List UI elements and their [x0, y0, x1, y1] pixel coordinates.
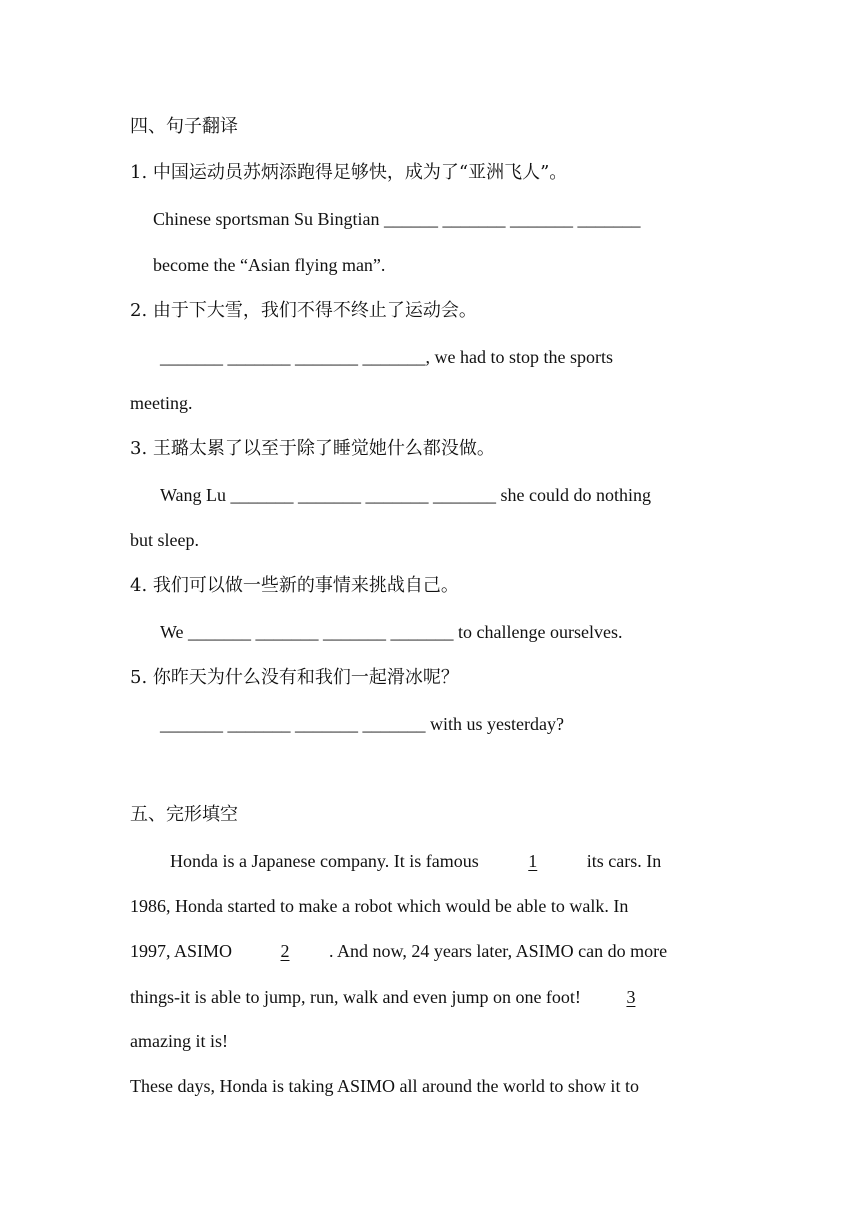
cloze-line6: These days, Honda is taking ASIMO all around the world to show it to	[130, 1076, 639, 1096]
q1-english-line1: Chinese sportsman Su Bingtian ______ _______ _______ _______	[153, 209, 641, 229]
cloze-line5: amazing it is!	[130, 1031, 228, 1051]
cloze-line3	[130, 939, 667, 963]
cloze-line1	[170, 849, 661, 873]
q2-english-line2: meeting.	[130, 393, 193, 413]
q2-english-line1: _______ _______ _______ _______, we had to stop the sports	[160, 347, 613, 367]
cloze-text: its cars. In	[586, 851, 662, 871]
q4-english-line1: We _______ _______ _______ _______ to challenge ourselves.	[160, 622, 623, 642]
q3-english-line1: Wang Lu _______ _______ _______ _______ she could do nothing	[160, 485, 652, 505]
cloze-text: . And now, 24 years later, ASIMO can do more	[329, 941, 668, 961]
cloze-text: 1997, ASIMO	[130, 941, 233, 961]
section5-heading: 五、完形填空	[130, 804, 238, 825]
cloze-line4	[130, 985, 672, 1009]
q1-english-line2: become the “Asian flying man”.	[153, 255, 386, 275]
q2-chinese: 2. 由于下大雪，我们不得不终止了运动会。	[130, 300, 477, 321]
section4-heading: 四、句子翻译	[130, 116, 238, 137]
q5-english-line1: _______ _______ _______ _______ with us yesterday?	[160, 714, 564, 734]
cloze-line2: 1986, Honda started to make a robot which would be able to walk. In	[130, 896, 629, 916]
q4-chinese: 4. 我们可以做一些新的事情来挑战自己。	[130, 575, 459, 596]
cloze-blank-3: 3	[626, 987, 636, 1007]
q3-chinese: 3. 王璐太累了以至于除了睡觉她什么都没做。	[130, 438, 495, 459]
q1-chinese: 1. 中国运动员苏炳添跑得足够快，成为了“亚洲飞人”。	[130, 162, 568, 183]
cloze-text: things-it is able to jump, run, walk and even jump on one foot!	[130, 987, 581, 1007]
q3-english-line2: but sleep.	[130, 530, 199, 550]
q5-chinese: 5. 你昨天为什么没有和我们一起滑冰呢？	[130, 667, 459, 688]
cloze-blank-1: 1	[528, 851, 538, 871]
cloze-blank-2: 2	[280, 941, 290, 961]
cloze-text: Honda is a Japanese company. It is famous	[170, 851, 479, 871]
